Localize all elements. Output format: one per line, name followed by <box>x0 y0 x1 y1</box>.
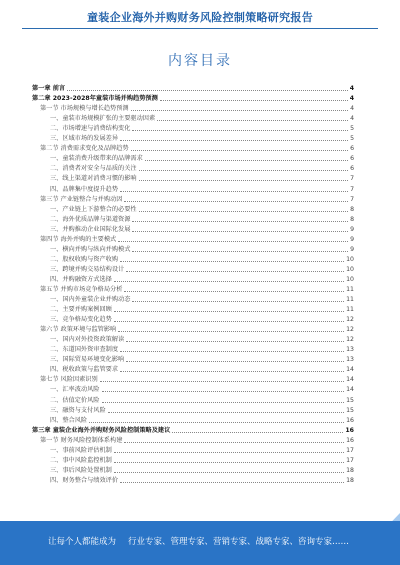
toc-leader-dots <box>118 330 344 332</box>
toc-entry[interactable] <box>32 184 354 194</box>
toc-leader-dots <box>139 179 348 181</box>
toc-entry[interactable] <box>32 335 354 345</box>
toc-entry-page: 14 <box>346 366 354 374</box>
toc-entry-label: 第二节 消费需求变化及品牌趋势 <box>40 145 129 153</box>
toc-entry-page: 8 <box>350 205 354 213</box>
toc-entry[interactable] <box>32 275 354 285</box>
toc-leader-dots <box>120 260 344 262</box>
toc-entry-label: 三、并购推动企业国际化发展 <box>50 225 131 233</box>
toc-leader-dots <box>126 340 344 342</box>
toc-entry-label: 二、海外优质品牌与渠道资源 <box>50 215 131 223</box>
toc-entry-page: 6 <box>350 145 354 153</box>
toc-leader-dots <box>132 220 348 222</box>
toc-leader-dots <box>120 350 344 352</box>
toc-leader-dots <box>67 89 348 91</box>
toc-entry-label: 第五节 并购市场竞争格局分析 <box>40 285 123 293</box>
toc-leader-dots <box>120 139 348 141</box>
toc-entry[interactable] <box>32 255 354 265</box>
toc-leader-dots <box>139 210 348 212</box>
toc-entry[interactable] <box>32 406 354 416</box>
toc-leader-dots <box>114 451 344 453</box>
toc-entry-label: 四、整合风险 <box>50 416 88 424</box>
toc-entry-label: 一、横向并购与纵向并购模式 <box>50 245 131 253</box>
toc-entry-label: 三、区域市场的发展差异 <box>50 135 119 143</box>
toc-entry[interactable] <box>32 426 354 436</box>
toc-entry-page: 12 <box>346 326 354 334</box>
toc-entry-page: 16 <box>346 436 354 444</box>
toc-entry-page: 4 <box>349 85 354 93</box>
toc-leader-dots <box>120 190 348 192</box>
toc-entry-label: 四、财务整合与绩效评价 <box>50 476 119 484</box>
toc-entry-label: 第二章 2023-2028年童装市场并购趋势预测 <box>32 95 158 103</box>
toc-entry-label: 四、税收政策与监管要求 <box>50 366 119 374</box>
toc-entry-page: 15 <box>346 396 354 404</box>
toc-entry[interactable] <box>32 195 354 205</box>
toc-entry[interactable] <box>32 385 354 395</box>
toc-entry-page: 9 <box>350 225 354 233</box>
footer-roles: 行业专家、管理专家、营销专家、战略专家、咨询专家…… <box>128 537 350 547</box>
toc-entry[interactable] <box>32 395 354 405</box>
toc-entry-label: 三、融资与支付风险 <box>50 406 106 414</box>
toc-leader-dots <box>139 169 348 171</box>
toc-entry-label: 第一节 财务风险控制体系构建 <box>40 436 123 444</box>
toc-heading: 内容目录 <box>168 53 232 69</box>
toc-entry-label: 一、事前风险评估机制 <box>50 446 112 454</box>
toc-entry-page: 14 <box>346 376 354 384</box>
toc-leader-dots <box>131 149 348 151</box>
toc-entry[interactable] <box>32 476 354 486</box>
toc-entry-label: 二、东道国外资审查制度 <box>50 346 119 354</box>
toc-entry-page: 12 <box>346 316 354 324</box>
toc-leader-dots <box>102 401 345 403</box>
header-divider <box>22 28 378 29</box>
toc-entry-label: 四、并购融资方式选择 <box>50 275 112 283</box>
toc-leader-dots <box>131 109 348 111</box>
toc-entry-page: 16 <box>345 426 354 434</box>
toc-leader-dots <box>118 240 348 242</box>
toc-leader-dots <box>157 119 348 121</box>
toc-entry[interactable] <box>32 134 354 144</box>
toc-entry[interactable] <box>32 466 354 476</box>
toc-entry[interactable] <box>32 104 354 114</box>
toc-entry[interactable] <box>32 315 354 325</box>
toc-entry[interactable] <box>32 305 354 315</box>
toc-entry-label: 二、股权收购与资产收购 <box>50 255 119 263</box>
toc-entry[interactable] <box>32 245 354 255</box>
toc-entry[interactable] <box>32 124 354 134</box>
toc-entry[interactable] <box>32 154 354 164</box>
toc-entry-label: 第三章 童装企业海外并购财务风险控制策略及建议 <box>32 426 171 434</box>
toc-leader-dots <box>114 310 344 312</box>
toc-leader-dots <box>132 300 344 302</box>
toc-leader-dots <box>102 390 345 392</box>
toc-entry[interactable] <box>32 325 354 335</box>
report-title: 童装企业海外并购财务风险控制策略研究报告 <box>87 11 313 24</box>
toc-entry-page: 6 <box>350 155 354 163</box>
toc-leader-dots <box>108 411 344 413</box>
toc-entry-label: 二、市场增速与消费结构变化 <box>50 125 131 133</box>
toc-entry[interactable] <box>32 144 354 154</box>
toc-entry[interactable] <box>32 205 354 215</box>
toc-entry[interactable] <box>32 365 354 375</box>
toc-entry-page: 13 <box>346 356 354 364</box>
toc-entry[interactable] <box>32 446 354 456</box>
toc-entry-page: 15 <box>346 406 354 414</box>
toc-entry[interactable] <box>32 174 354 184</box>
toc-entry-page: 4 <box>350 105 354 113</box>
toc-entry[interactable] <box>32 285 354 295</box>
toc-entry[interactable] <box>32 235 354 245</box>
toc-entry[interactable] <box>32 375 354 385</box>
toc-entry-page: 14 <box>346 386 354 394</box>
toc-entry-label: 第一章 前言 <box>32 85 66 93</box>
toc-leader-dots <box>120 481 344 483</box>
toc-leader-dots <box>132 129 348 131</box>
toc-entry-page: 13 <box>346 346 354 354</box>
toc-entry-page: 11 <box>346 296 354 304</box>
toc-entry-page: 9 <box>350 235 354 243</box>
toc-entry-label: 四、品牌集中度提升趋势 <box>50 185 119 193</box>
toc-leader-dots <box>114 461 344 463</box>
toc-entry[interactable] <box>32 436 354 446</box>
toc-entry-page: 16 <box>346 416 354 424</box>
toc-leader-dots <box>114 471 344 473</box>
toc-leader-dots <box>100 380 344 382</box>
toc-leader-dots <box>126 360 344 362</box>
toc-leader-dots <box>124 441 344 443</box>
page-footer <box>0 521 400 565</box>
toc-leader-dots <box>114 280 344 282</box>
toc-entry[interactable] <box>32 164 354 174</box>
toc-entry-page: 7 <box>350 175 354 183</box>
toc-entry-label: 二、事中风险监控机制 <box>50 456 112 464</box>
toc-entry-page: 6 <box>350 165 354 173</box>
toc-entry-page: 10 <box>346 265 354 273</box>
toc-entry-label: 第三节 产业链整合与并购动因 <box>40 195 123 203</box>
toc-leader-dots <box>126 270 344 272</box>
toc-entry-label: 一、国内外童装企业并购动态 <box>50 296 131 304</box>
toc-entry-label: 一、国内对外投资政策解读 <box>50 336 125 344</box>
toc-leader-dots <box>114 320 344 322</box>
toc-entry-label: 二、消费者对安全与品质的关注 <box>50 165 137 173</box>
toc-entry-page: 8 <box>350 215 354 223</box>
toc-entry[interactable] <box>32 295 354 305</box>
toc-leader-dots <box>172 431 343 433</box>
toc-entry-label: 三、线上渠道对消费习惯的影响 <box>50 175 137 183</box>
table-of-contents <box>32 84 354 486</box>
toc-entry-label: 第一节 市场规模与增长趋势预测 <box>40 105 129 113</box>
toc-entry-page: 11 <box>346 285 354 293</box>
toc-entry-page: 17 <box>346 456 354 464</box>
toc-entry-label: 一、汇率波动风险 <box>50 386 100 394</box>
toc-entry-label: 三、国际贸易环境变化影响 <box>50 356 125 364</box>
toc-entry[interactable] <box>32 215 354 225</box>
toc-leader-dots <box>124 290 344 292</box>
toc-entry-label: 第四节 海外并购的主要模式 <box>40 235 117 243</box>
toc-leader-dots <box>124 200 348 202</box>
toc-entry[interactable] <box>32 94 354 104</box>
toc-entry[interactable] <box>32 355 354 365</box>
toc-entry-label: 三、跨境并购交易结构设计 <box>50 265 125 273</box>
toc-entry-page: 18 <box>346 476 354 484</box>
toc-entry-page: 17 <box>346 446 354 454</box>
toc-leader-dots <box>145 159 348 161</box>
toc-entry[interactable] <box>32 265 354 275</box>
toc-entry-label: 第七节 风险因素识别 <box>40 376 98 384</box>
toc-entry-label: 二、估值定价风险 <box>50 396 100 404</box>
toc-entry-page: 5 <box>350 125 354 133</box>
toc-entry-label: 一、童装消费升级带来的品牌需求 <box>50 155 143 163</box>
toc-entry-page: 11 <box>346 306 354 314</box>
toc-entry-page: 5 <box>350 135 354 143</box>
report-header <box>0 0 400 32</box>
toc-leader-dots <box>89 421 344 423</box>
toc-leader-dots <box>120 370 344 372</box>
toc-leader-dots <box>132 250 348 252</box>
toc-entry-label: 第六节 政策环境与监管影响 <box>40 326 117 334</box>
toc-entry-label: 二、主要并购案例回顾 <box>50 306 112 314</box>
toc-entry[interactable] <box>32 416 354 426</box>
toc-leader-dots <box>132 230 348 232</box>
toc-entry[interactable] <box>32 345 354 355</box>
toc-entry-label: 一、童装市场规模扩张的主要驱动因素 <box>50 115 156 123</box>
footer-slogan: 让每个人都能成为 <box>48 537 117 547</box>
toc-entry-page: 10 <box>346 255 354 263</box>
toc-entry-page: 12 <box>346 336 354 344</box>
toc-entry[interactable] <box>32 114 354 124</box>
toc-entry-label: 三、竞争格局变化趋势 <box>50 316 112 324</box>
toc-leader-dots <box>160 99 348 101</box>
toc-entry[interactable] <box>32 84 354 94</box>
toc-entry-page: 18 <box>346 466 354 474</box>
toc-entry-page: 10 <box>346 275 354 283</box>
toc-entry[interactable] <box>32 225 354 235</box>
toc-entry-page: 9 <box>350 245 354 253</box>
toc-entry-page: 7 <box>350 185 354 193</box>
toc-entry-page: 4 <box>349 95 354 103</box>
toc-entry[interactable] <box>32 456 354 466</box>
toc-entry-label: 三、事后风险处置机制 <box>50 466 112 474</box>
toc-entry-page: 7 <box>350 195 354 203</box>
toc-entry-label: 一、产业链上下游整合的必要性 <box>50 205 137 213</box>
toc-entry-page: 4 <box>350 115 354 123</box>
